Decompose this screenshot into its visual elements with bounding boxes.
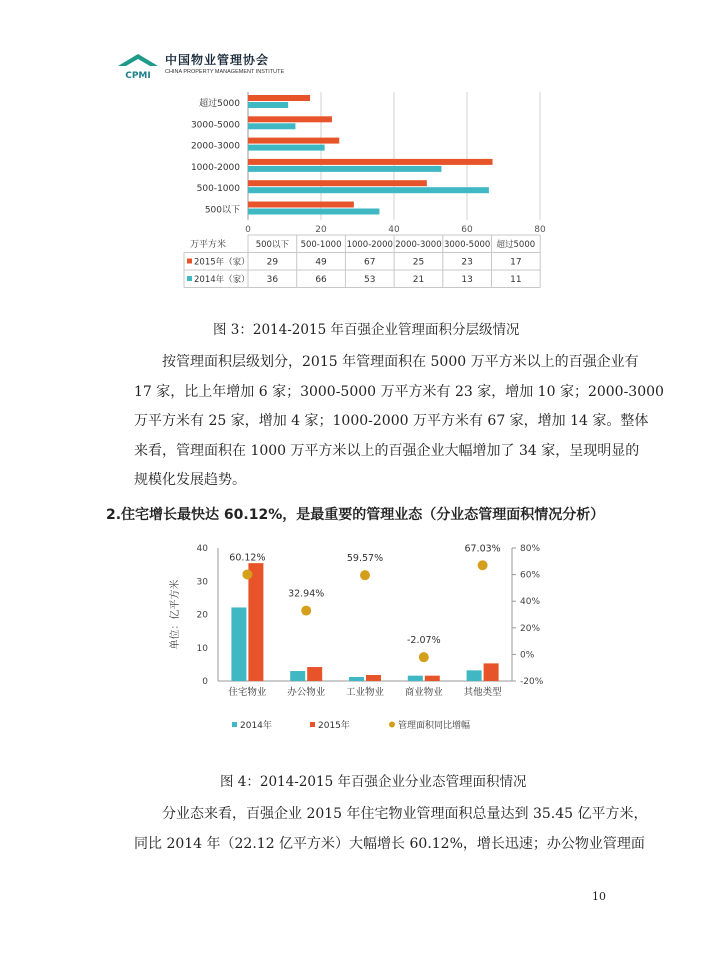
chart-area-by-scale	[180, 88, 560, 296]
table-header-cell: 1000-2000	[346, 240, 393, 250]
x-tick-label: 20	[315, 224, 327, 235]
bar-2015	[248, 138, 339, 144]
x-category-label: 其他类型	[463, 687, 502, 698]
bar-2014	[248, 187, 489, 193]
table-cell: 21	[412, 275, 425, 285]
paragraph-line: 同比 2014 年（22.12 亿平方米）大幅增长 60.12%，增长迅速；办公物业管理面	[134, 835, 645, 852]
y2-tick-label: 0%	[520, 650, 535, 661]
table-cell: 36	[266, 275, 279, 285]
legend-swatch	[232, 722, 237, 727]
table-header-unit: 万平方米	[190, 240, 227, 250]
bar-2014	[248, 145, 325, 151]
bar-2015	[366, 675, 381, 681]
y-tick-label: 0	[202, 677, 208, 687]
x-category-label: 住宅物业	[228, 687, 267, 698]
legend-swatch	[310, 722, 315, 727]
logo-abbr: CPMI	[125, 71, 151, 81]
y2-tick-label: 40%	[520, 597, 541, 608]
x-tick-label: 0	[245, 224, 251, 235]
legend-label: 2014年	[240, 721, 272, 731]
paragraph-line: 规模化发展趋势。	[134, 472, 246, 488]
figure4-caption: 图 4：2014-2015 年百强企业分业态管理面积情况	[220, 774, 527, 790]
table-header-cell: 500以下	[255, 240, 289, 250]
bar-2014	[231, 607, 246, 681]
growth-point	[478, 560, 488, 570]
y2-tick-label: 60%	[520, 570, 541, 581]
legend-label: 管理面积同比增幅	[398, 721, 471, 731]
table-header-cell: 500-1000	[300, 240, 342, 250]
y-category-label: 2000-3000	[190, 141, 240, 152]
table-cell: 29	[266, 257, 279, 268]
y-category-label: 500以下	[204, 205, 240, 216]
x-tick-label: 60	[461, 224, 473, 235]
figure3-caption: 图 3：2014-2015 年百强企业管理面积分层级情况	[213, 322, 520, 338]
paragraph-line: 来看，管理面积在 1000 万平方米以上的百强企业大幅增加了 34 家，呈现明显的	[134, 442, 640, 459]
paragraph-scale-analysis	[134, 348, 664, 496]
bar-2015	[248, 116, 332, 122]
page-number: 10	[592, 890, 606, 903]
legend-swatch	[187, 259, 192, 264]
chart-area-by-type	[160, 536, 550, 748]
growth-data-label: 59.57%	[346, 553, 384, 565]
table-cell: 49	[315, 257, 327, 268]
y2-tick-label: 20%	[520, 623, 541, 634]
growth-data-label: 60.12%	[229, 552, 266, 564]
bar-2014	[467, 670, 482, 681]
table-cell: 11	[510, 275, 522, 285]
org-name-en: CHINA PROPERTY MANAGEMENT INSTITUTE	[165, 69, 285, 75]
legend-label: 2015年	[318, 721, 350, 731]
bar-2015	[248, 159, 493, 165]
paragraph-line: 分业态来看，百强企业 2015 年住宅物业管理面积总量达到 35.45 亿平方米，	[162, 806, 648, 822]
table-cell: 17	[510, 257, 522, 268]
growth-data-label: 67.03%	[464, 543, 501, 555]
y2-tick-label: 80%	[520, 544, 541, 554]
table-cell: 13	[461, 275, 473, 285]
growth-point	[360, 570, 370, 580]
table-cell: 67	[364, 257, 376, 268]
bar-2015	[307, 667, 322, 681]
bar-2014	[408, 676, 423, 681]
x-tick-label: 80	[534, 224, 546, 235]
bar-2014	[248, 123, 295, 129]
bar-2015	[484, 663, 499, 681]
growth-point	[242, 569, 252, 579]
bar-2015	[425, 676, 440, 681]
bar-2015	[248, 180, 427, 186]
y-category-label: 3000-5000	[190, 120, 240, 131]
paragraph-line: 17 家，比上年增加 6 家；3000-5000 万平方米有 23 家，增加 10 家；2000-3000	[134, 383, 664, 400]
table-header-cell: 2000-3000	[395, 240, 442, 250]
x-category-label: 办公物业	[287, 687, 326, 698]
bar-2014	[248, 166, 441, 172]
bar-2015	[248, 95, 310, 101]
x-category-label: 商业物业	[404, 687, 443, 698]
paragraph-line: 万平方米有 25 家，增加 4 家；1000-2000 万平方米有 67 家，增加 14 家。整体	[134, 413, 649, 429]
y-tick-label: 20	[196, 610, 208, 621]
y-category-label: 500-1000	[196, 184, 240, 195]
y-category-label: 1000-2000	[190, 162, 240, 173]
bar-2015	[248, 202, 354, 208]
y-tick-label: 30	[196, 577, 208, 588]
table-cell: 23	[461, 257, 473, 268]
y-tick-label: 40	[196, 544, 208, 554]
org-name-cn: 中国物业管理协会	[165, 53, 270, 67]
y2-tick-label: -20%	[520, 677, 544, 687]
bar-2014	[248, 102, 288, 108]
bar-2014	[290, 671, 305, 681]
paragraph-type-analysis	[134, 800, 648, 859]
x-tick-label: 40	[388, 224, 400, 235]
paragraph-line: 按管理面积层级划分，2015 年管理面积在 5000 万平方米以上的百强企业有	[162, 354, 639, 370]
growth-data-label: -2.07%	[406, 635, 441, 647]
table-header-cell: 3000-5000	[443, 240, 491, 250]
bar-2014	[349, 677, 364, 681]
growth-data-label: 32.94%	[288, 588, 325, 600]
bar-2014	[248, 209, 379, 215]
bar-2015	[248, 563, 263, 681]
y-category-label: 超过5000	[199, 99, 240, 109]
table-header-cell: 超过5000	[496, 240, 536, 250]
legend-label: 2014年（家）	[194, 275, 250, 285]
table-cell: 53	[364, 275, 376, 285]
table-cell: 25	[412, 257, 425, 268]
legend-swatch	[187, 276, 192, 281]
growth-point	[301, 606, 311, 616]
y-tick-label: 10	[196, 643, 208, 654]
section-heading: 2.住宅增长最快达 60.12%，是最重要的管理业态（分业态管理面积情况分析）	[106, 507, 605, 523]
table-cell: 66	[315, 275, 327, 285]
y-axis-label: 单位：亿平方米	[170, 579, 181, 650]
x-category-label: 工业物业	[345, 687, 385, 698]
legend-swatch	[389, 722, 395, 728]
growth-point	[419, 652, 429, 662]
legend-label: 2015年（家）	[194, 257, 250, 268]
